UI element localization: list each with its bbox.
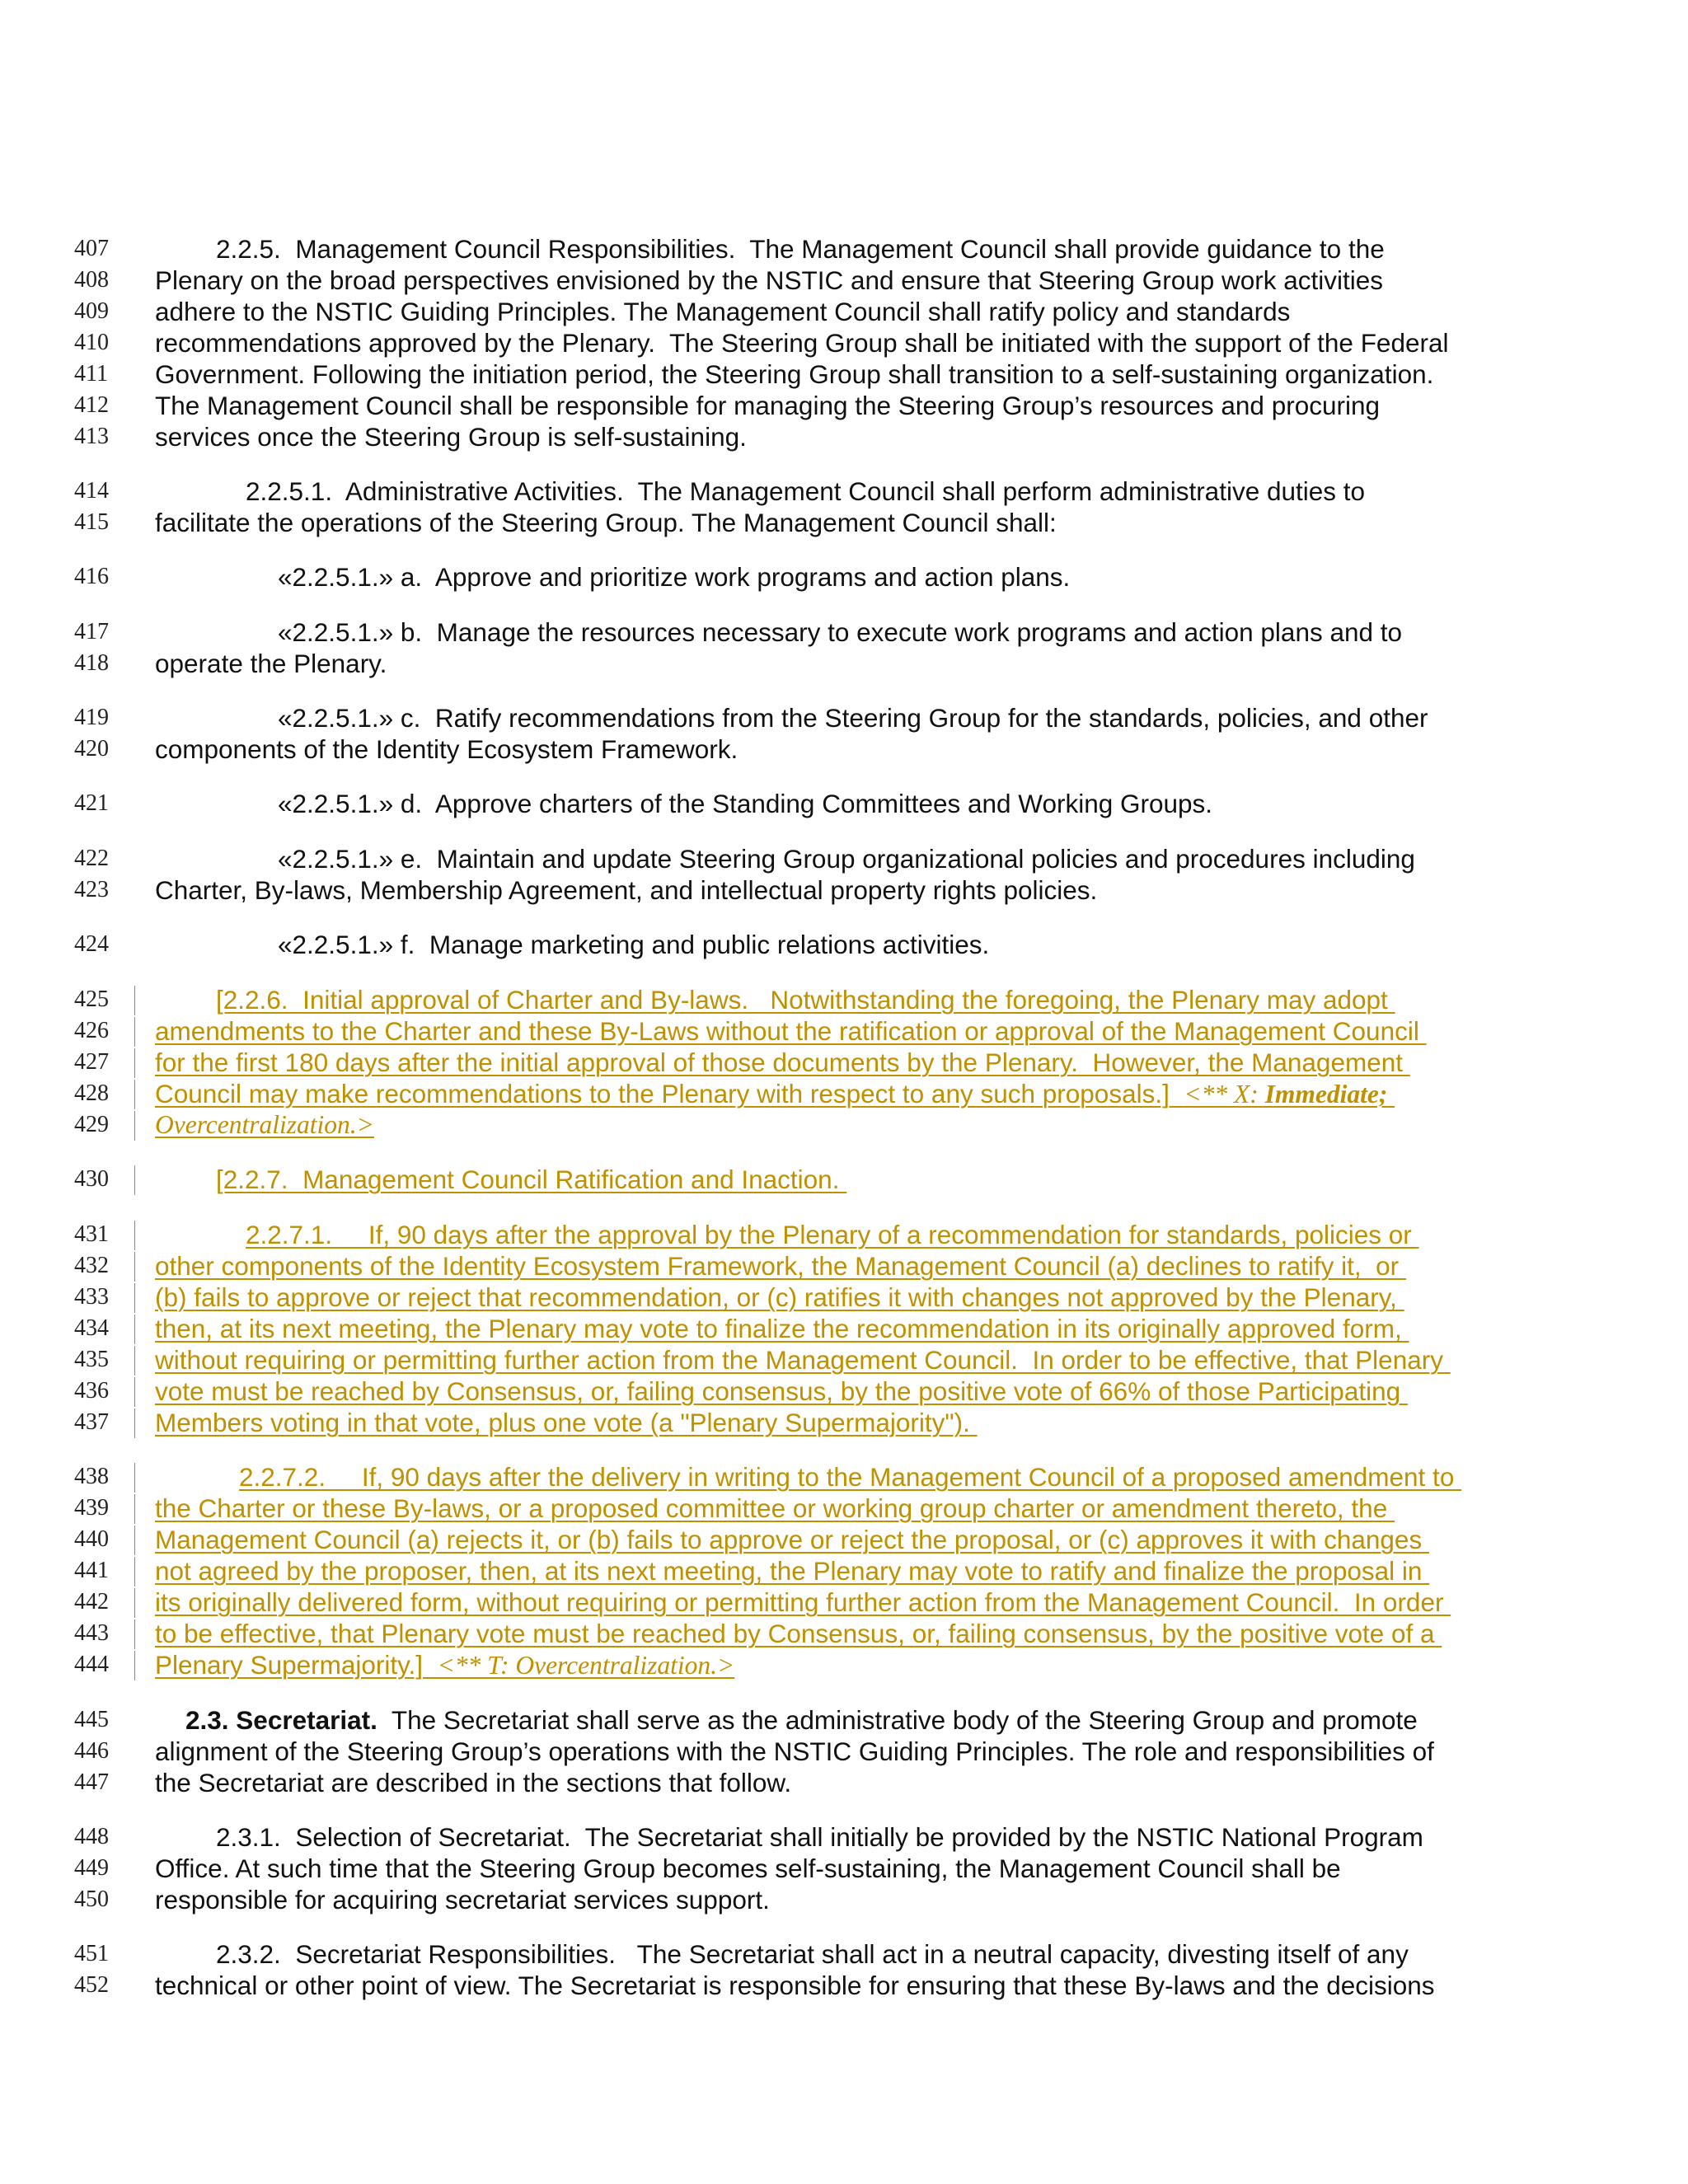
comment-marker-space — [1387, 1079, 1395, 1108]
change-bar — [134, 1463, 135, 1493]
line-text: 2.2.5.1. Administrative Activities. The Management Council shall perform administrative duties to — [246, 476, 1366, 506]
line-number: 420 — [74, 736, 109, 762]
inserted-text-part: Plenary Supermajority.] — [155, 1650, 438, 1680]
line-number: 417 — [74, 619, 109, 644]
line-text: recommendations approved by the Plenary. The Steering Group shall be initiated with the support of the Federal — [155, 328, 1449, 358]
text-line — [0, 562, 1688, 593]
line-text: facilitate the operations of the Steering Group. The Management Council shall: — [155, 508, 1057, 537]
line-text: «2.2.5.1.» d. Approve charters of the Standing Committees and Working Groups. — [278, 789, 1213, 818]
line-number: 423 — [74, 877, 109, 902]
line-number: 414 — [74, 478, 109, 504]
text-line — [0, 1939, 1688, 1971]
line-number: 415 — [74, 509, 109, 535]
inserted-line — [0, 1314, 1688, 1345]
line-number: 424 — [74, 931, 109, 957]
line-text: 2.3.2. Secretariat Responsibilities. The Secretariat shall act in a neutral capacity, divesting itself of any — [216, 1939, 1409, 1969]
line-number: 438 — [74, 1464, 109, 1489]
inserted-text: Members voting in that vote, plus one vote (a "Plenary Supermajority"). — [155, 1408, 978, 1437]
inserted-text: vote must be reached by Consensus, or, failing consensus, by the positive vote of 66% of those Participating — [155, 1376, 1408, 1406]
inserted-text — [155, 1079, 1395, 1109]
line-text: «2.2.5.1.» e. Maintain and update Steering Group organizational policies and procedures including — [278, 844, 1415, 874]
change-bar — [134, 1315, 135, 1344]
line-number: 425 — [74, 987, 109, 1012]
line-number: 419 — [74, 705, 109, 730]
line-number: 409 — [74, 298, 109, 324]
text-line — [0, 508, 1688, 539]
inserted-line — [0, 1079, 1688, 1110]
line-text: «2.2.5.1.» f. Manage marketing and public relations activities. — [278, 930, 990, 959]
change-bar — [134, 1619, 135, 1649]
line-number: 411 — [74, 361, 108, 387]
line-text: «2.2.5.1.» b. Manage the resources necessary to execute work programs and action plans and to — [278, 617, 1403, 647]
inserted-text: for the first 180 days after the initial approval of those documents by the Plenary. However, the Management — [155, 1047, 1410, 1077]
line-number: 437 — [74, 1409, 109, 1435]
text-line — [0, 1768, 1688, 1799]
line-number: 428 — [74, 1080, 109, 1106]
inserted-text: 2.2.7.2. If, 90 days after the delivery in writing to the Management Council of a proposed amendment to — [239, 1462, 1462, 1492]
change-bar — [134, 1588, 135, 1618]
change-bar — [134, 1048, 135, 1078]
line-text: Office. At such time that the Steering Group becomes self-sustaining, the Management Council shall be — [155, 1854, 1341, 1883]
inserted-text: the Charter or these By-laws, or a proposed committee or working group charter or amendment thereto, the — [155, 1493, 1395, 1523]
line-text: operate the Plenary. — [155, 649, 387, 678]
inserted-line — [0, 1376, 1688, 1408]
line-text: The Management Council shall be responsible for managing the Steering Group’s resources and procuring — [155, 391, 1381, 420]
comment-marker-bold: Immediate; — [1264, 1080, 1388, 1108]
line-number: 432 — [74, 1253, 109, 1278]
line-text: technical or other point of view. The Secretariat is responsible for ensuring that these By-laws and the decisions — [155, 1971, 1435, 2000]
inserted-line — [0, 1345, 1688, 1376]
inserted-line — [0, 1619, 1688, 1650]
change-bar — [134, 1494, 135, 1524]
line-number: 451 — [74, 1941, 109, 1966]
inserted-line — [0, 1525, 1688, 1556]
inserted-line — [0, 1110, 1688, 1141]
line-text: alignment of the Steering Group’s operations with the NSTIC Guiding Principles. The role and responsibilities of — [155, 1736, 1434, 1766]
line-text: services once the Steering Group is self-sustaining. — [155, 422, 747, 452]
inserted-line — [0, 1282, 1688, 1314]
change-bar — [134, 986, 135, 1015]
comment-marker: <** T: Overcentralization.> — [437, 1651, 735, 1680]
change-bar — [134, 1651, 135, 1680]
inserted-line — [0, 1462, 1688, 1493]
change-bar — [134, 1283, 135, 1313]
text-line — [0, 1854, 1688, 1885]
text-line — [0, 234, 1688, 265]
inserted-text: Management Council (a) rejects it, or (b) fails to approve or reject the proposal, or (c) approves it with changes — [155, 1525, 1429, 1554]
line-text: components of the Identity Ecosystem Framework. — [155, 734, 738, 764]
inserted-text: not agreed by the proposer, then, at its next meeting, the Plenary may vote to ratify and finalize the proposal in — [155, 1556, 1430, 1586]
text-line — [0, 649, 1688, 680]
line-number: 418 — [74, 650, 109, 676]
text-line — [0, 328, 1688, 359]
text-line — [0, 265, 1688, 297]
line-number: 413 — [74, 424, 109, 449]
line-number: 436 — [74, 1378, 109, 1404]
line-number: 439 — [74, 1495, 109, 1521]
line-number: 407 — [74, 236, 109, 261]
change-bar — [134, 1377, 135, 1407]
inserted-text: its originally delivered form, without requiring or permitting further action from the Management Council. In order — [155, 1587, 1451, 1617]
text-line — [0, 422, 1688, 453]
line-number: 427 — [74, 1049, 109, 1075]
line-number: 430 — [74, 1166, 109, 1192]
text-line — [0, 297, 1688, 328]
inserted-text: [2.2.6. Initial approval of Charter and By-laws. Notwithstanding the foregoing, the Plenary may adopt — [216, 985, 1395, 1015]
line-number: 435 — [74, 1347, 109, 1372]
line-number: 452 — [74, 1972, 109, 1998]
change-bar — [134, 1080, 135, 1109]
change-bar — [134, 1557, 135, 1586]
line-text: the Secretariat are described in the sections that follow. — [155, 1768, 792, 1797]
line-number: 442 — [74, 1589, 109, 1615]
line-number: 429 — [74, 1112, 109, 1137]
section-heading: 2.3. Secretariat. — [185, 1705, 377, 1735]
line-number: 431 — [74, 1221, 109, 1247]
inserted-text — [155, 1650, 734, 1680]
text-line — [0, 1885, 1688, 1916]
line-text: «2.2.5.1.» a. Approve and prioritize work programs and action plans. — [278, 562, 1071, 592]
inserted-line — [0, 1556, 1688, 1587]
text-line — [0, 391, 1688, 422]
line-number: 446 — [74, 1738, 109, 1764]
line-number: 410 — [74, 330, 109, 355]
text-line — [0, 1736, 1688, 1768]
line-text: responsible for acquiring secretariat services support. — [155, 1885, 770, 1915]
inserted-text: other components of the Identity Ecosystem Framework, the Management Council (a) declines to ratify it, or — [155, 1251, 1406, 1281]
inserted-text: 2.2.7.1. If, 90 days after the approval by the Plenary of a recommendation for standards, policies or — [246, 1220, 1419, 1249]
text-line — [0, 844, 1688, 875]
line-number: 445 — [74, 1707, 109, 1732]
inserted-line — [0, 1165, 1688, 1196]
text-line — [0, 789, 1688, 820]
line-number: 433 — [74, 1284, 109, 1310]
line-number: 408 — [74, 267, 109, 293]
text-line — [0, 359, 1688, 391]
text-line — [0, 734, 1688, 766]
line-number: 434 — [74, 1315, 109, 1341]
line-number: 441 — [74, 1558, 109, 1583]
inserted-text: amendments to the Charter and these By-Laws without the ratification or approval of the Management Council — [155, 1016, 1427, 1046]
line-text-part: The Secretariat shall serve as the administrative body of the Steering Group and promote — [377, 1705, 1418, 1735]
line-number: 450 — [74, 1886, 109, 1912]
change-bar — [134, 1408, 135, 1438]
line-text: 2.2.5. Management Council Responsibilities. The Management Council shall provide guidance to the — [216, 234, 1385, 264]
comment-marker: Overcentralization.> — [155, 1110, 374, 1139]
inserted-line — [0, 1650, 1688, 1681]
change-bar — [134, 1346, 135, 1376]
text-line — [0, 617, 1688, 649]
line-number: 444 — [74, 1652, 109, 1677]
line-text: «2.2.5.1.» c. Ratify recommendations from the Steering Group for the standards, policies, and other — [278, 703, 1428, 733]
inserted-line — [0, 1220, 1688, 1251]
inserted-text: without requiring or permitting further action from the Management Council. In order to be effective, that Plenary — [155, 1345, 1451, 1375]
line-text: Charter, By-laws, Membership Agreement, and intellectual property rights policies. — [155, 875, 1098, 905]
line-number: 426 — [74, 1018, 109, 1043]
inserted-line — [0, 1493, 1688, 1525]
text-line — [0, 703, 1688, 734]
change-bar — [134, 1111, 135, 1141]
line-text — [185, 1705, 1418, 1736]
inserted-line — [0, 1587, 1688, 1619]
text-line — [0, 875, 1688, 907]
inserted-line — [0, 1016, 1688, 1047]
text-line — [0, 1705, 1688, 1736]
line-number: 416 — [74, 564, 109, 589]
line-text: adhere to the NSTIC Guiding Principles. The Management Council shall ratify policy and standards — [155, 297, 1291, 326]
change-bar — [134, 1526, 135, 1555]
line-number: 412 — [74, 392, 109, 418]
change-bar — [134, 1252, 135, 1282]
line-number: 448 — [74, 1824, 109, 1849]
line-number: 421 — [74, 790, 109, 816]
text-line — [0, 476, 1688, 508]
line-number: 443 — [74, 1620, 109, 1646]
inserted-text: then, at its next meeting, the Plenary may vote to finalize the recommendation in its originally approved form, — [155, 1314, 1409, 1343]
change-bar — [134, 1165, 135, 1195]
line-number: 449 — [74, 1855, 109, 1881]
inserted-text: [2.2.7. Management Council Ratification and Inaction. — [216, 1165, 847, 1194]
change-bar — [134, 1017, 135, 1047]
inserted-text: to be effective, that Plenary vote must be reached by Consensus, or, failing consensus, by the positive vote of a — [155, 1619, 1442, 1648]
line-number: 440 — [74, 1526, 109, 1552]
text-line — [0, 930, 1688, 961]
text-line — [0, 1971, 1688, 2002]
inserted-text: (b) fails to approve or reject that recommendation, or (c) ratifies it with changes not approved by the Plenary, — [155, 1282, 1404, 1312]
line-text: Plenary on the broad perspectives envisioned by the NSTIC and ensure that Steering Group work activities — [155, 265, 1384, 295]
inserted-line — [0, 1408, 1688, 1439]
line-number: 447 — [74, 1769, 109, 1795]
comment-marker: <** X: — [1184, 1080, 1265, 1108]
line-text: 2.3.1. Selection of Secretariat. The Secretariat shall initially be provided by the NSTIC National Program — [216, 1822, 1423, 1852]
line-text: Government. Following the initiation period, the Steering Group shall transition to a self-sustaining organization. — [155, 359, 1434, 389]
inserted-line — [0, 1251, 1688, 1282]
line-number: 422 — [74, 846, 109, 871]
inserted-text-part: Council may make recommendations to the Plenary with respect to any such proposals.] — [155, 1079, 1184, 1108]
change-bar — [134, 1221, 135, 1250]
inserted-line — [0, 1047, 1688, 1079]
inserted-line — [0, 985, 1688, 1016]
text-line — [0, 1822, 1688, 1854]
